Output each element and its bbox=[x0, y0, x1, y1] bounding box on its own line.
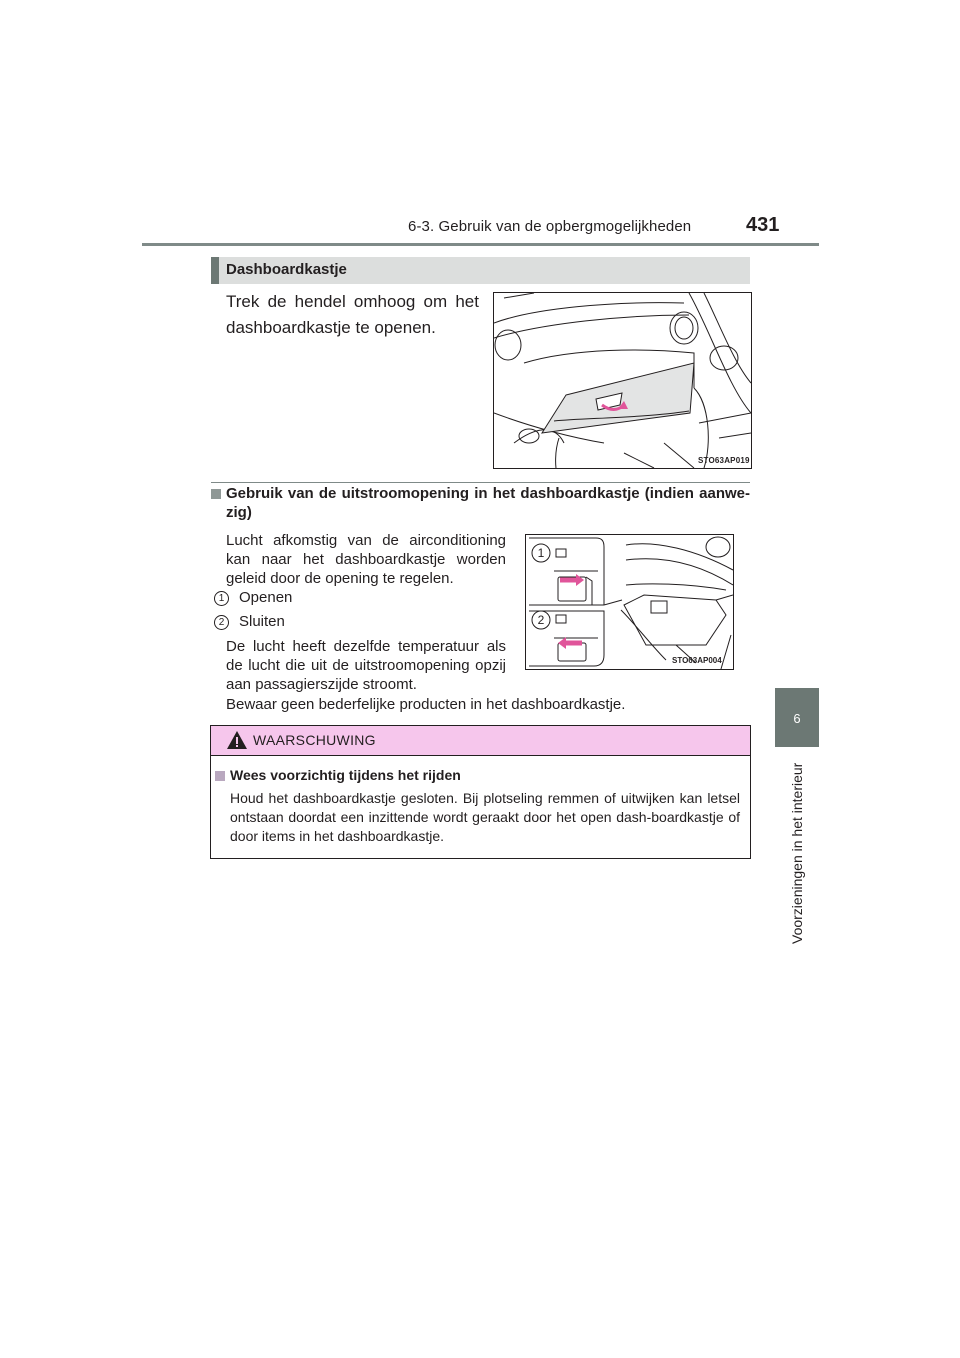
subsection-heading: Gebruik van de uitstroomopening in het dashboardkastje (indien aanwe-zig) bbox=[226, 485, 750, 521]
figure-code: STO63AP019 bbox=[698, 456, 750, 465]
warning-title: WAARSCHUWING bbox=[253, 732, 376, 748]
storage-note: Bewaar geen bederfelijke producten in het dashboardkastje. bbox=[226, 696, 626, 713]
warning-body: Houd het dashboardkastje gesloten. Bij plotseling remmen of uitwijken kan letsel ontstaan doordat een inzittende wordt geraakt door het open dash-boardkastje of door items in het dashboardkastje. bbox=[230, 790, 740, 844]
chapter-label-text: Voorzieningen in het interieur bbox=[789, 762, 805, 944]
header-rule bbox=[142, 243, 819, 246]
callout-1: 1 bbox=[537, 546, 545, 560]
subsection-bullet-icon bbox=[211, 489, 221, 499]
item-label-close: Sluiten bbox=[239, 613, 285, 630]
glovebox-illustration bbox=[494, 293, 751, 468]
chapter-number: 6 bbox=[793, 711, 801, 726]
section-title: 6-3. Gebruik van de opbergmogelijkheden bbox=[408, 218, 692, 235]
callout-2: 2 bbox=[537, 613, 545, 627]
section-heading: Dashboardkastje bbox=[226, 261, 347, 278]
figure-code: STO63AP004 bbox=[672, 656, 722, 665]
warning-bullet-icon bbox=[215, 771, 225, 781]
section-heading-accent bbox=[211, 257, 219, 284]
warning-triangle-icon bbox=[226, 730, 248, 755]
warning-subheading: Wees voorzichtig tijdens het rijden bbox=[230, 767, 461, 783]
page-number: 431 bbox=[746, 214, 780, 236]
divider bbox=[211, 482, 750, 483]
intro-text: Trek de hendel omhoog om het dashboardkastje te openen. bbox=[226, 292, 479, 337]
vent-illustration bbox=[526, 535, 733, 669]
figure-vent bbox=[525, 534, 734, 670]
item-number-1: 1 bbox=[214, 591, 229, 606]
air-flow-text: Lucht afkomstig van de airconditioning kan naar het dashboardkastje worden geleid door de opening te regelen. bbox=[226, 532, 506, 587]
item-number-2: 2 bbox=[214, 615, 229, 630]
chapter-label bbox=[787, 752, 807, 972]
temperature-note: De lucht heeft dezelfde temperatuur als de lucht die uit de uitstroomopening opzij aan passagierszijde stroomt. bbox=[226, 638, 506, 693]
item-label-open: Openen bbox=[239, 589, 293, 606]
figure-glovebox bbox=[493, 292, 752, 469]
